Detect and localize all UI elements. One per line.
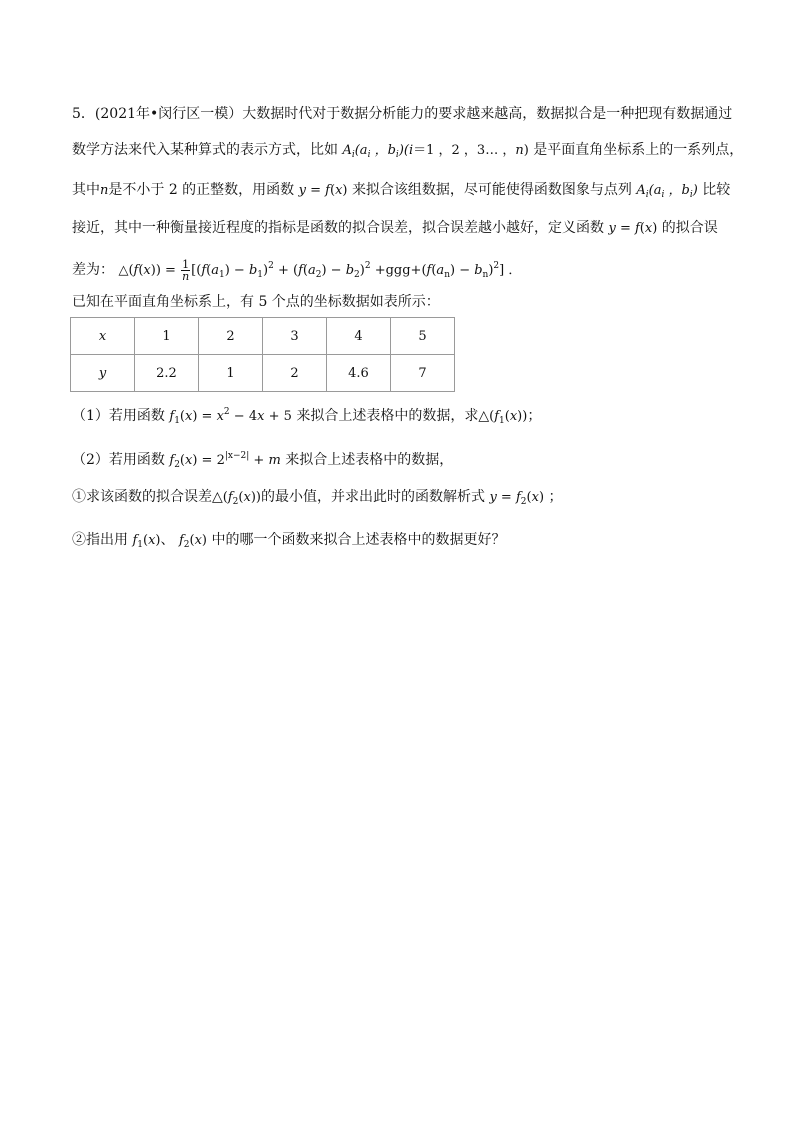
problem-intro-text: 是平面直角坐标系上的一系列点， [533, 142, 744, 158]
table-cell: 2 [199, 318, 263, 355]
question-2a: ①求该函数的拟合误差$\triangle(f_2(x))$的最小值，并求出此时的函数解析式 $y = f_2(x)$ ； [72, 489, 563, 507]
function-f1: f [169, 409, 175, 424]
table-cell: 5 [391, 318, 455, 355]
table-header-y: y [71, 355, 135, 392]
problem-intro-text: 比较 [702, 182, 731, 198]
problem-intro-text: ）大数据时代对于数据分析能力的要求越来越高，数据拟合是一种把现有数据通过 [228, 106, 733, 122]
problem-intro-text: 接近，其中一种衡量接近程度的指标是函数的拟合误差，拟合误差越小越好，定义函数 [72, 220, 604, 236]
function-notation: y [298, 183, 306, 198]
question-1: （1）若用函数 $f_1(x) = x^2 - 4x + 5$ 来拟合上述表格中的数据，求$\triangle(f_1(x))$； [72, 407, 542, 426]
problem-line-1 [72, 104, 742, 124]
table-cell: 3 [263, 318, 327, 355]
error-formula: △( [118, 263, 134, 278]
table-cell: 7 [391, 355, 455, 392]
problem-intro-text: 差为： [72, 262, 114, 278]
problem-intro-text: 的拟合误 [661, 220, 718, 236]
problem-line-3: 其中n是不小于 2 的正整数，用函数 y = f(x) 来拟合该组数据，尽可能使得函数图象与点列 $A_i(a_i$ ，$b_i$) 比较 [72, 182, 731, 200]
table-header-x: x [71, 318, 135, 355]
function-f2: f [169, 453, 175, 468]
fraction-1-over-n: $\frac{1}{n}$ [182, 257, 190, 283]
problem-intro-text: 其中 [72, 182, 100, 198]
problem-intro-text: 数学方法来代入某种算式的表示方式，比如 [72, 142, 338, 158]
question-2b: ②指出用 $f_1(x)$、 $f_2(x)$ 中的哪一个函数来拟合上述表格中的数据更好？ [72, 532, 506, 550]
problem-intro-text: 来拟合该组数据，尽可能使得函数图象与点列 [351, 182, 632, 198]
data-table [70, 317, 455, 392]
table-cell: 4.6 [327, 355, 391, 392]
table-cell: 2 [263, 355, 327, 392]
problem-intro-text: 是不小于 2 的正整数，用函数 [108, 182, 295, 198]
table-intro: 已知在平面直角坐标系上，有 5 个点的坐标数据如表所示： [72, 294, 440, 310]
table-row [71, 355, 455, 392]
point-notation: $A_i(a_i$ ，$b_i)(i$ [342, 143, 414, 160]
table-row [71, 318, 455, 355]
table-cell: 1 [135, 318, 199, 355]
table-cell: 1 [199, 355, 263, 392]
question-2: （2）若用函数 $f_2(x) = 2^{|x-2|} + m$ 来拟合上述表格中的数据， [72, 451, 454, 470]
problem-number: 5．( [72, 106, 101, 122]
error-formula-line: 差为： △(f(x)) = $\frac{1}{n}$ $[(f(a_1) - b_1)^2 + (f(a_2) - b_2)^2 +ggg+(f(a_n) - b_n)^2]$ ． [72, 257, 522, 283]
problem-source: 2021年•闵行区一模 [100, 106, 229, 122]
table-cell: 4 [327, 318, 391, 355]
problem-line-2: 数学方法来代入某种算式的表示方式，比如 $A_i(a_i$ ，$b_i)(i=1$ ，2 ，3… ，n) 是平面直角坐标系上的一系列点， [72, 142, 744, 160]
table-cell: 2.2 [135, 355, 199, 392]
problem-line-4: 接近，其中一种衡量接近程度的指标是函数的拟合误差，拟合误差越小越好，定义函数 y = f(x) 的拟合误 [72, 220, 718, 236]
